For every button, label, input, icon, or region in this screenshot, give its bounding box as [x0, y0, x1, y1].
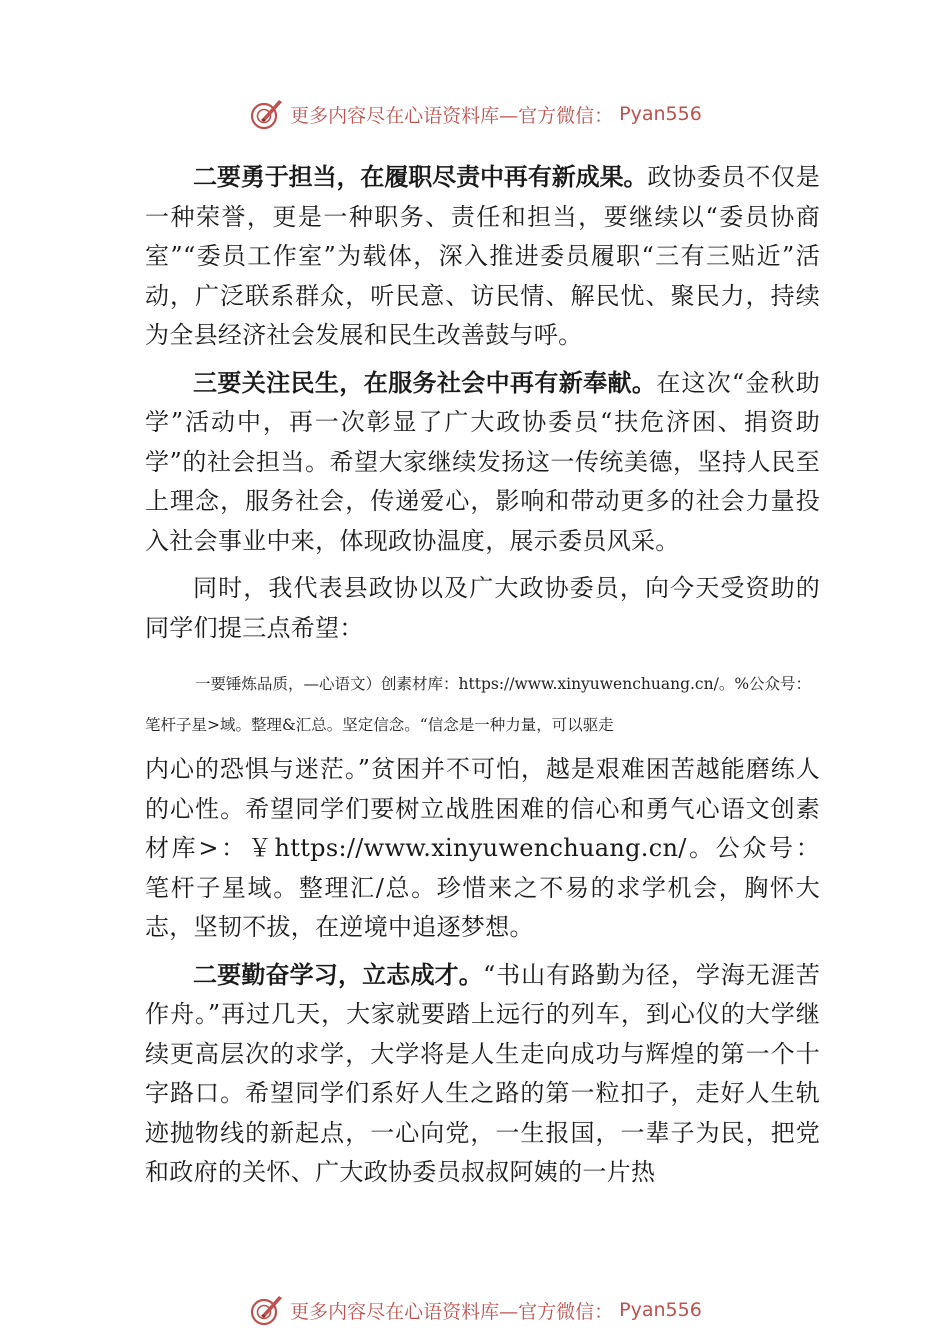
document-body: [145, 158, 820, 1193]
paragraph-responsibility: [145, 158, 820, 356]
banner-text: 更多内容尽在心语资料库—官方微信：: [290, 104, 614, 127]
paragraph-hopes-intro: [145, 569, 820, 648]
paragraph-continuation: 内心的恐惧与迷茫。”贫困并不可怕，越是艰难困苦越能磨练人的心性。希望同学们要树立战胜困难的信心和勇气心语文创素材库>：￥https://www.xinyuwenchuang.cn/。公众号：笔杆子星域。整理汇/总。珍惜来之不易的求学机会，胸怀大志，坚韧不拔，在逆境中追逐梦想。: [145, 755, 820, 941]
pen-logo-icon: [248, 1292, 284, 1328]
footer-banner: [0, 1290, 950, 1330]
banner-wechat-handle: Pyan556: [619, 103, 702, 125]
paragraph-small-print: 一要锤炼品质，—心语文）创素材库：https://www.xinyuwenchuang.cn/。%公众号：笔杆子星>域。整理&汇总。坚定信念。“信念是一种力量，可以驱走: [145, 675, 812, 734]
banner-wechat-handle: Pyan556: [619, 1299, 702, 1321]
pen-logo-icon: [248, 96, 284, 132]
paragraph-text: “书山有路勤为径，学海无涯苦作舟。”再过几天，大家就要踏上远行的列车，到心仪的大学继续更高层次的求学，大学将是人生走向成功与辉煌的第一个十字路口。希望同学们系好人生之路的第一粒扣子，走好人生轨迹抛物线的新起点，一心向党，一生报国，一辈子为民，把党和政府的关怀、广大政协委员叔叔阿姨的一片热: [145, 960, 821, 1186]
paragraph-text: 同时，我代表县政协以及广大政协委员，向今天受资助的同学们提三点希望：: [145, 574, 820, 642]
paragraph-lead: 二要勇于担当，在履职尽责中再有新成果。: [193, 163, 648, 191]
paragraph-text: 在这次“金秋助学”活动中，再一次彰显了广大政协委员“扶危济困、捐资助学”的社会担当。希望大家继续发扬这一传统美德，坚持人民至上理念，服务社会，传递爱心，影响和带动更多的社会力量投入社会事业中来，体现政协温度，展示委员风采。: [145, 368, 821, 555]
paragraph-lead: 二要勤奋学习，立志成才。: [193, 960, 483, 989]
header-banner: [0, 94, 950, 134]
paragraph-study: [145, 956, 820, 1193]
paragraph-lead: 三要关注民生，在服务社会中再有新奉献。: [193, 368, 657, 397]
paragraph-text: 政协委员不仅是一种荣誉，更是一种职务、责任和担当，要继续以“委员协商室”“委员工作室”为载体，深入推进委员履职“三有三贴近”活动，广泛联系群众，听民意、访民情、解民忧、聚民力，持续为全县经济社会发展和民生改善鼓与呼。: [145, 163, 820, 349]
banner-text: 更多内容尽在心语资料库—官方微信：: [290, 1300, 614, 1323]
paragraph-livelihood: [145, 364, 820, 562]
